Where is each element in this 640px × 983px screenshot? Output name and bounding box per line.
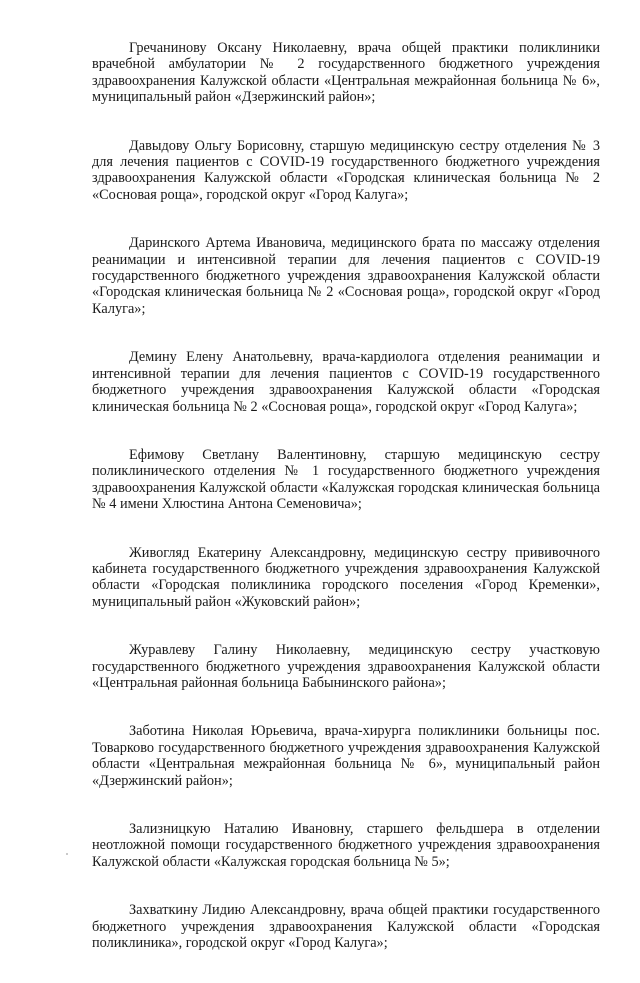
award-entry-davydova: Давыдову Ольгу Борисовну, старшую медицинскую сестру отделения № 3 для лечения пациентов с COVID-19 государственного бюджетного учреждения здравоохранения Калужской области «Городская клиническая больница № 2 «Сосновая роща», городской округ «Город Калуга»; [92,137,600,203]
award-entry-darinsky: Даринского Артема Ивановича, медицинского брата по массажу отделения реанимации и интенсивной терапии для лечения пациентов с COVID-19 государственного бюджетного учреждения здравоохранения Калужской области «Городская клиническая больница № 2 «Сосновая роща», городской округ «Город Калуга»; [92,235,600,317]
award-entry-zaliznitskaya: Зализницкую Наталию Ивановну, старшего фельдшера в отделении неотложной помощи государственного бюджетного учреждения здравоохранения Калужской области «Калужская городская больница № 5»; [92,821,600,870]
award-entry-zakhvatkina: Захваткину Лидию Александровну, врача общей практики государственного бюджетного учреждения здравоохранения Калужской области «Городская поликлиника», городской округ «Город Калуга»; [92,902,600,952]
award-entry-grechaninova: Гречанинову Оксану Николаевну, врача общей практики поликлиники врачебной амбулатории № 2 государственного бюджетного учреждения здравоохранения Калужской области «Центральная межрайонная больница № 6», муниципальный район «Дзержинский район»; [92,40,600,106]
award-entry-zhuravleva: Журавлеву Галину Николаевну, медицинскую сестру участковую государственного бюджетного учреждения здравоохранения Калужской области «Центральная районная больница Бабынинского района»; [92,642,600,691]
award-entry-zhivoglyad: Живогляд Екатерину Александровну, медицинскую сестру прививочного кабинета государственного бюджетного учреждения здравоохранения Калужской области «Городская поликлиника городского поселения «Город Кременки», муниципальный район «Жуковский район»; [92,544,600,610]
award-entry-efimova: Ефимову Светлану Валентиновну, старшую медицинскую сестру поликлинического отделения № 1 государственного бюджетного учреждения здравоохранения Калужской области «Калужская городская клиническая больница № 4 имени Хлюстина Антона Семеновича»; [92,446,600,513]
scan-speck [66,853,68,855]
award-entry-demina: Демину Елену Анатольевну, врача-кардиолога отделения реанимации и интенсивной терапии для лечения пациентов с COVID-19 государственного бюджетного учреждения здравоохранения Калужской области «Городская клиническая больница № 2 «Сосновая роща», городской округ «Город Калуга»; [92,349,600,415]
award-entry-zabotin: Заботина Николая Юрьевича, врача-хирурга поликлиники больницы пос. Товарково государственного бюджетного учреждения здравоохранения Калужской области «Центральная межрайонная больница № 6», муниципальный район «Дзержинский район»; [92,723,600,789]
document-body [92,40,600,983]
